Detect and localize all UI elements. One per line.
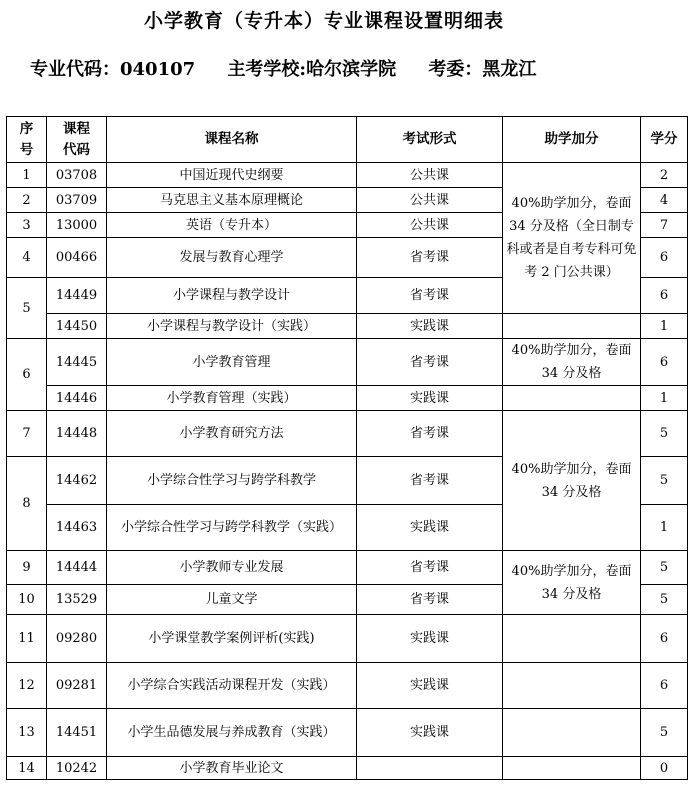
- cell-form: 实践课: [357, 505, 503, 551]
- cell-form: 实践课: [357, 709, 503, 757]
- cell-name: 小学生品德发展与养成教育（实践）: [107, 709, 357, 757]
- cell-credit: 7: [641, 213, 688, 238]
- course-table: [6, 116, 688, 780]
- cell-credit: 5: [641, 709, 688, 757]
- cell-seq: 4: [7, 238, 47, 278]
- major-code: 专业代码：040107: [30, 59, 196, 80]
- cell-seq: 3: [7, 213, 47, 238]
- cell-credit: 1: [641, 386, 688, 411]
- cell-bonus-empty: [503, 615, 641, 663]
- exam-committee: 考委：黑龙江: [428, 59, 537, 80]
- cell-credit: 4: [641, 188, 688, 213]
- table-row: [7, 163, 688, 188]
- cell-code: 13000: [47, 213, 107, 238]
- cell-form: 省考课: [357, 238, 503, 278]
- table-row: [7, 314, 688, 339]
- cell-code: 14450: [47, 314, 107, 339]
- cell-name: 小学综合实践活动课程开发（实践）: [107, 663, 357, 709]
- cell-credit: 2: [641, 163, 688, 188]
- cell-bonus-note: 40%助学加分，卷面 34 分及格（全日制专科或者是自考专科可免考 2 门公共课）: [503, 163, 641, 314]
- cell-seq: 12: [7, 663, 47, 709]
- cell-name: 小学课程与教学设计: [107, 278, 357, 314]
- cell-form: 省考课: [357, 411, 503, 457]
- cell-credit: 5: [641, 411, 688, 457]
- cell-form: 省考课: [357, 457, 503, 505]
- cell-code: 03708: [47, 163, 107, 188]
- cell-name: 中国近现代史纲要: [107, 163, 357, 188]
- cell-credit: 5: [641, 551, 688, 585]
- cell-code: 14463: [47, 505, 107, 551]
- header-seq: 序 号: [7, 117, 47, 163]
- cell-credit: 5: [641, 457, 688, 505]
- cell-credit: 1: [641, 505, 688, 551]
- cell-form: 省考课: [357, 551, 503, 585]
- header-credit: 学分: [641, 117, 688, 163]
- table-row: [7, 615, 688, 663]
- cell-name: 儿童文学: [107, 585, 357, 615]
- cell-form: 公共课: [357, 163, 503, 188]
- table-row: [7, 386, 688, 411]
- table-row: [7, 709, 688, 757]
- header-bonus: 助学加分: [503, 117, 641, 163]
- cell-code: 09281: [47, 663, 107, 709]
- cell-form: 公共课: [357, 213, 503, 238]
- cell-name: 小学教育研究方法: [107, 411, 357, 457]
- exam-school: 主考学校:哈尔滨学院: [227, 59, 397, 80]
- cell-name: 英语（专升本）: [107, 213, 357, 238]
- cell-form: 省考课: [357, 585, 503, 615]
- cell-bonus-note: 40%助学加分，卷面 34 分及格: [503, 411, 641, 551]
- cell-credit: 5: [641, 585, 688, 615]
- cell-seq: 6: [7, 339, 47, 411]
- header-name: 课程名称: [107, 117, 357, 163]
- cell-form: 实践课: [357, 663, 503, 709]
- cell-seq: 9: [7, 551, 47, 585]
- cell-bonus-empty: [503, 709, 641, 757]
- cell-credit: 6: [641, 615, 688, 663]
- table-row: [7, 339, 688, 386]
- page-title: 小学教育（专升本）专业课程设置明细表: [143, 10, 504, 32]
- cell-name: 马克思主义基本原理概论: [107, 188, 357, 213]
- table-row: [7, 411, 688, 457]
- cell-code: 14444: [47, 551, 107, 585]
- cell-bonus-empty: [503, 386, 641, 411]
- cell-code: 14449: [47, 278, 107, 314]
- cell-seq: 1: [7, 163, 47, 188]
- table-row: [7, 551, 688, 585]
- cell-seq: 14: [7, 757, 47, 780]
- cell-bonus-note: 40%助学加分，卷面 34 分及格: [503, 551, 641, 615]
- cell-name: 小学教师专业发展: [107, 551, 357, 585]
- cell-credit: 1: [641, 314, 688, 339]
- cell-bonus-empty: [503, 757, 641, 780]
- cell-seq: 8: [7, 457, 47, 551]
- cell-name: 小学课程与教学设计（实践）: [107, 314, 357, 339]
- cell-bonus-empty: [503, 663, 641, 709]
- header-form: 考试形式: [357, 117, 503, 163]
- cell-seq: 5: [7, 278, 47, 339]
- cell-credit: 6: [641, 278, 688, 314]
- header-code: 课程 代码: [47, 117, 107, 163]
- cell-seq: 10: [7, 585, 47, 615]
- cell-code: 14451: [47, 709, 107, 757]
- cell-credit: 6: [641, 238, 688, 278]
- cell-credit: 6: [641, 339, 688, 386]
- cell-code: 10242: [47, 757, 107, 780]
- cell-name: 小学教育管理（实践）: [107, 386, 357, 411]
- cell-form: 省考课: [357, 339, 503, 386]
- cell-code: 03709: [47, 188, 107, 213]
- cell-code: 09280: [47, 615, 107, 663]
- cell-form: 公共课: [357, 188, 503, 213]
- cell-form: [357, 757, 503, 780]
- cell-bonus-empty: [503, 314, 641, 339]
- cell-name: 小学综合性学习与跨学科教学（实践）: [107, 505, 357, 551]
- cell-seq: 11: [7, 615, 47, 663]
- cell-bonus-note: 40%助学加分，卷面 34 分及格: [503, 339, 641, 386]
- cell-name: 小学课堂教学案例评析(实践): [107, 615, 357, 663]
- cell-name: 小学教育管理: [107, 339, 357, 386]
- cell-seq: 7: [7, 411, 47, 457]
- cell-code: 13529: [47, 585, 107, 615]
- cell-code: 14462: [47, 457, 107, 505]
- cell-code: 14448: [47, 411, 107, 457]
- cell-code: 14445: [47, 339, 107, 386]
- cell-seq: 2: [7, 188, 47, 213]
- cell-credit: 0: [641, 757, 688, 780]
- cell-form: 省考课: [357, 278, 503, 314]
- cell-form: 实践课: [357, 314, 503, 339]
- cell-name: 小学教育毕业论文: [107, 757, 357, 780]
- cell-seq: 13: [7, 709, 47, 757]
- table-row: [7, 757, 688, 780]
- cell-name: 发展与教育心理学: [107, 238, 357, 278]
- cell-code: 14446: [47, 386, 107, 411]
- header-row: [7, 117, 688, 163]
- table-row: [7, 663, 688, 709]
- subtitle-row: [30, 55, 630, 81]
- cell-name: 小学综合性学习与跨学科教学: [107, 457, 357, 505]
- cell-form: 实践课: [357, 615, 503, 663]
- cell-form: 实践课: [357, 386, 503, 411]
- cell-credit: 6: [641, 663, 688, 709]
- cell-code: 00466: [47, 238, 107, 278]
